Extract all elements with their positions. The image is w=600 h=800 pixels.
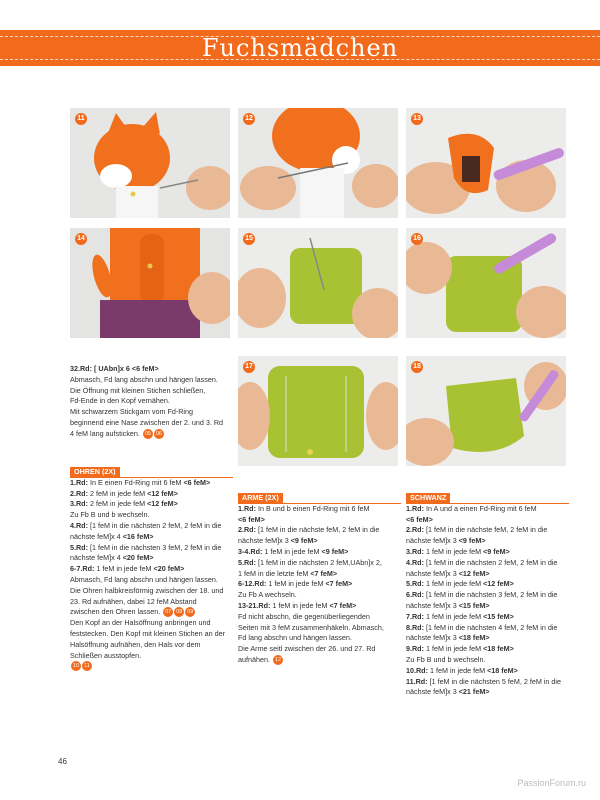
text-line: nächste feM]x 3 <18 feM> [406,633,490,643]
text-line: 4.Rd: [1 feM in die nächsten 2 feM, 2 feM in die [406,557,558,567]
text-line: Fd nicht abschn, die gegenüberliegenden [238,611,370,621]
photo-number-badge: 16 [411,233,423,245]
text-line: nächste feM]x 3 <9 feM> [406,536,486,546]
text-line: <6 feM> [406,514,433,524]
photo-number-badge: 17 [243,361,255,373]
photo-ref-badge: 10 [72,663,80,670]
text-line: 11.Rd: [1 feM in die nächsten 5 feM, 2 feM in die [406,676,562,686]
text-line: nächste feM]x 3 <21 feM> [406,687,490,697]
photo-12 [238,108,398,218]
text-line: beginnend eine Nase zwischen der 2. und 3. Rd [70,417,224,427]
text-line: <6 feM> [238,514,265,524]
arme-section [238,493,403,666]
intro-text [70,364,235,440]
text-line: Zu Fb B und b wechseln. [70,510,150,520]
photo-ref-badge: 07 [165,609,172,616]
text-line: 5.Rd: [1 feM in die nächsten 2 feM,UAbn]x 2, [238,557,382,567]
text-line: nächste feM]x 3 <12 feM> [406,568,490,578]
text-line: Die Arme seitl zwischen der 26. und 27. Rd [238,644,376,654]
photo-number-badge: 13 [411,113,423,125]
text-line: Zu Fb B und b wechseln. [406,654,486,664]
text-line: Abmasch, Fd lang abschn und hängen lassen. [70,374,218,384]
text-line: Zu Fb A wechseln. [238,590,297,600]
schwanz-heading: SCHWANZ [406,493,450,503]
text-line: 2.Rd: [1 feM in die nächste feM, 2 feM in die [238,525,380,535]
arme-heading: ARME (2X) [238,493,283,503]
text-line: Die Ohren halbkreisförmig zwischen der 18. und [70,585,224,595]
photo-14 [70,228,230,338]
text-line: 9.Rd: 1 feM in jede feM <18 feM> [406,644,514,654]
photo-number-badge: 18 [411,361,423,373]
text-line: 5.Rd: [1 feM in die nächsten 3 feM, 2 feM in die [70,542,222,552]
text-line: 4.Rd: [1 feM in die nächsten 2 feM, 2 feM in die [70,520,222,530]
text-line: Halsöffnung aufnähen, den Hals vor dem [70,639,201,649]
photo-13 [406,108,566,218]
text-line: 13-21.Rd: 1 feM in jede feM <7 feM> [238,600,357,610]
text-line: Fd lang abschn und hängen lassen. [238,633,352,643]
photo-number-badge: 15 [243,233,255,245]
page-title: Fuchsmädchen [201,34,399,62]
photo-11 [70,108,230,218]
text-line: 3.Rd: 1 feM in jede feM <9 feM> [406,546,510,556]
text-line: Abmasch, Fd lang abschn und hängen lassen. [70,574,218,584]
photo-ref-badge: 05 [144,430,151,437]
text-line: 5.Rd: 1 feM in jede feM <12 feM> [406,579,514,589]
photo-number-badge: 14 [75,233,87,245]
photo-ref-badge: 08 [176,609,183,616]
photo-15 [238,228,398,338]
text-line: 6.Rd: [1 feM in die nächsten 3 feM, 2 feM in die [406,590,558,600]
photo-17 [238,356,398,466]
photo-16 [406,228,566,338]
text-line: 8.Rd: [1 feM in die nächsten 4 feM, 2 feM in die [406,622,558,632]
watermark: PassionForum.ru [517,778,586,788]
text-line: nächste feM]x 4 <16 feM> [70,531,154,541]
text-line: Mit schwarzem Stickgarn vom Fd-Ring [70,407,194,417]
text-line [70,661,235,672]
text-line: aufnähen. 12 [238,654,282,664]
text-line: feststecken. Den Kopf mit kleinen Stichen an der [70,628,226,638]
text-line: 2.Rd: 2 feM in jede feM <12 feM> [70,488,178,498]
text-line: 4 feM lang aufsticken. 05 06 [70,428,162,438]
ohren-section [70,467,235,672]
text-line: 1.Rd: In B und b einen Fd-Ring mit 6 feM [238,503,370,513]
photo-ref-badge: 06 [155,430,162,437]
text-line: 23. Rd aufnähen, dabei 12 feM Abstand [70,596,197,606]
photo-number-badge: 11 [75,113,87,125]
text-line: Den Kopf an der Halsöffnung anbringen und [70,618,211,628]
text-line: 32.Rd: [ UAbn]x 6 <6 feM> [70,364,159,373]
text-line: nächste feM]x 3 <9 feM> [238,536,318,546]
text-line: Seiten mit 3 feM zusammenhäkeln. Abmasch, [238,622,384,632]
text-line: 10.Rd: 1 feM in jede feM <18 feM> [406,665,518,675]
schwanz-section [406,493,571,698]
text-line: 1 feM in die letzte feM <7 feM> [238,568,338,578]
text-line: Die Öffnung mit kleinen Stichen schließen, [70,385,206,395]
photo-18 [406,356,566,466]
text-line: 3.Rd: 2 feM in jede feM <12 feM> [70,499,178,509]
photo-ref-badge: 11 [82,661,92,671]
photo-ref-badge: 12 [274,657,282,664]
text-line: Fd-Ende in den Kopf vernähen. [70,396,170,406]
text-line: 6-7.Rd: 1 feM in jede feM <20 feM> [70,564,185,574]
text-line: Schließen ausstopfen. [70,650,142,660]
text-line: 2.Rd: [1 feM in die nächste feM, 2 feM in die [406,525,548,535]
photo-number-badge: 12 [243,113,255,125]
text-line: 7.Rd: 1 feM in jede feM <15 feM> [406,611,514,621]
text-line: nächste feM]x 4 <20 feM> [70,553,154,563]
text-line: 6-12.Rd: 1 feM in jede feM <7 feM> [238,579,353,589]
text-line: 1.Rd: In E einen Fd-Ring mit 6 feM <6 feM> [70,477,211,487]
ohren-heading: OHREN (2X) [70,467,120,477]
text-line: 3-4.Rd: 1 feM in jede feM <9 feM> [238,546,349,556]
text-line: zwischen den Ohren lassen. 07 08 09 [70,607,194,617]
photo-ref-badge: 09 [187,609,194,616]
text-line: 1.Rd: In A und a einen Fd-Ring mit 6 feM [406,503,537,513]
text-line: nächste feM]x 3 <15 feM> [406,600,490,610]
page-number: 46 [58,757,67,766]
title-banner [0,30,600,66]
